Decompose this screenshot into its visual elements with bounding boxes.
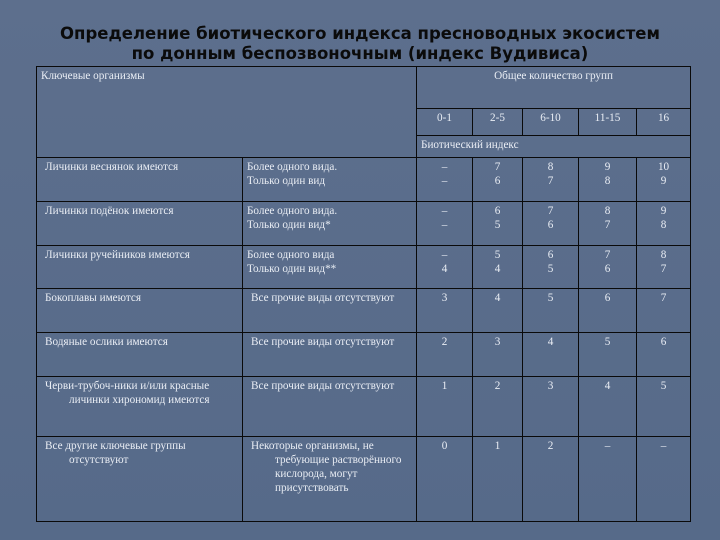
header-key-organisms: Ключевые организмы bbox=[37, 67, 417, 158]
index-value-cell: 6 bbox=[637, 332, 691, 376]
header-range: 0-1 bbox=[417, 108, 473, 135]
index-value-cell: 7 6 bbox=[523, 202, 579, 246]
title-line-2: по донным беспозвоночным (индекс Вудивиса) bbox=[131, 44, 589, 63]
index-value-cell: 6 5 bbox=[473, 202, 523, 246]
slide-title bbox=[0, 24, 720, 64]
index-value-cell: 1 bbox=[473, 436, 523, 521]
index-value-cell: 5 bbox=[637, 376, 691, 436]
organism-cell: Личинки подёнок имеются bbox=[37, 202, 243, 246]
index-value-cell: – – bbox=[417, 158, 473, 202]
index-value-cell: 6 bbox=[579, 289, 637, 333]
index-value-cell: 3 bbox=[473, 332, 523, 376]
header-biotic-index: Биотический индекс bbox=[417, 135, 691, 158]
index-value-cell: 4 bbox=[579, 376, 637, 436]
condition-cell: Более одного вида. Только один вид bbox=[243, 158, 417, 202]
index-value-cell: 4 bbox=[473, 289, 523, 333]
condition-cell: Некоторые организмы, не требующие растворённого кислорода, могут присутствовать bbox=[243, 436, 417, 521]
organism-cell: Личинки веснянок имеются bbox=[37, 158, 243, 202]
condition-cell: Все прочие виды отсутствуют bbox=[243, 289, 417, 333]
index-value-cell: – 4 bbox=[417, 245, 473, 289]
index-value-cell: 2 bbox=[523, 436, 579, 521]
index-value-cell: 6 5 bbox=[523, 245, 579, 289]
index-value-cell: 8 7 bbox=[523, 158, 579, 202]
condition-cell: Все прочие виды отсутствуют bbox=[243, 376, 417, 436]
index-value-cell: 7 6 bbox=[473, 158, 523, 202]
condition-cell: Все прочие виды отсутствуют bbox=[243, 332, 417, 376]
index-value-cell: 2 bbox=[473, 376, 523, 436]
table-row bbox=[37, 158, 691, 202]
index-value-cell: 4 bbox=[523, 332, 579, 376]
condition-cell: Более одного вида Только один вид** bbox=[243, 245, 417, 289]
index-value-cell: 9 8 bbox=[579, 158, 637, 202]
organism-cell: Бокоплавы имеются bbox=[37, 289, 243, 333]
header-range: 16 bbox=[637, 108, 691, 135]
index-value-cell: 7 bbox=[637, 289, 691, 333]
index-value-cell: 8 7 bbox=[579, 202, 637, 246]
index-value-cell: 3 bbox=[523, 376, 579, 436]
organism-cell: Водяные ослики имеются bbox=[37, 332, 243, 376]
index-value-cell: 10 9 bbox=[637, 158, 691, 202]
table-row bbox=[37, 376, 691, 436]
index-value-cell: 3 bbox=[417, 289, 473, 333]
index-value-cell: 5 bbox=[579, 332, 637, 376]
table-row bbox=[37, 289, 691, 333]
header-range: 2-5 bbox=[473, 108, 523, 135]
organism-cell: Черви-трубоч-ники и/или красные личинки хирономид имеются bbox=[37, 376, 243, 436]
table-row bbox=[37, 202, 691, 246]
index-value-cell: 9 8 bbox=[637, 202, 691, 246]
organism-cell: Все другие ключевые группы отсутствуют bbox=[37, 436, 243, 521]
index-value-cell: 2 bbox=[417, 332, 473, 376]
table-row bbox=[37, 332, 691, 376]
index-value-cell: 0 bbox=[417, 436, 473, 521]
index-value-cell: 1 bbox=[417, 376, 473, 436]
index-value-cell: 8 7 bbox=[637, 245, 691, 289]
title-line-1: Определение биотического индекса пресноводных экосистем bbox=[60, 24, 660, 43]
index-value-cell: – bbox=[637, 436, 691, 521]
header-total-groups: Общее количество групп bbox=[417, 67, 691, 109]
index-value-cell: – – bbox=[417, 202, 473, 246]
index-value-cell: 5 4 bbox=[473, 245, 523, 289]
biotic-index-table bbox=[36, 66, 691, 522]
table-row bbox=[37, 436, 691, 521]
table-row bbox=[37, 245, 691, 289]
organism-cell: Личинки ручейников имеются bbox=[37, 245, 243, 289]
index-value-cell: 5 bbox=[523, 289, 579, 333]
index-value-cell: – bbox=[579, 436, 637, 521]
header-range: 6-10 bbox=[523, 108, 579, 135]
condition-cell: Более одного вида. Только один вид* bbox=[243, 202, 417, 246]
index-value-cell: 7 6 bbox=[579, 245, 637, 289]
header-range: 11-15 bbox=[579, 108, 637, 135]
